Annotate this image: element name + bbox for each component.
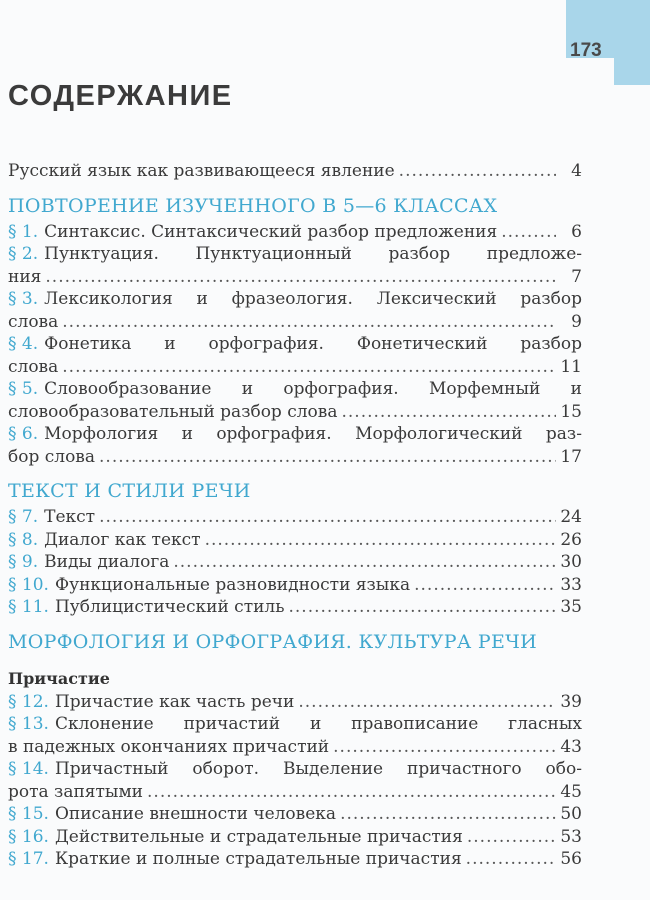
toc-entry[interactable] xyxy=(8,423,582,468)
toc-entry-line xyxy=(8,596,582,619)
entry-title: § 17. Краткие и полные страдательные причастия xyxy=(8,849,462,869)
entry-title: бор слова xyxy=(8,446,96,467)
entry-word: орфография. xyxy=(216,424,332,444)
page-ref: 39 xyxy=(560,691,582,712)
toc-entry-line xyxy=(8,758,582,781)
entry-title: § 15. Описание внешности человека xyxy=(8,804,337,824)
entry-title: § 9. Виды диалога xyxy=(8,552,170,572)
entry-text: § 5. Словообразование xyxy=(8,379,212,399)
page-title: СОДЕРЖАНИЕ xyxy=(8,80,233,112)
entry-word: и xyxy=(241,379,254,399)
toc-entry-line xyxy=(8,221,582,244)
entry-title: § 12. Причастие как часть речи xyxy=(8,691,295,712)
subsection-heading: Причастие xyxy=(8,668,110,688)
entry-text: § 6. Морфология xyxy=(8,424,159,444)
entry-word: Морфемный xyxy=(429,379,541,399)
toc-entry-line xyxy=(8,356,582,379)
entry-word: орфография. xyxy=(283,379,399,399)
entry-text: § 14. Причастный xyxy=(8,759,169,779)
entry-title: слова xyxy=(8,311,59,332)
page-ref: 33 xyxy=(560,574,582,595)
entry-text: § 3. Лексикология xyxy=(8,289,173,309)
toc-entry-line xyxy=(8,529,582,552)
toc-entry[interactable] xyxy=(8,506,582,529)
entry-word: и xyxy=(181,424,193,444)
leader-dots xyxy=(62,311,556,334)
entry-word: правописание xyxy=(351,714,479,734)
toc-entry-line xyxy=(8,691,582,714)
entry-title: словообразовательный разбор слова xyxy=(8,401,338,422)
table-of-contents xyxy=(8,160,582,871)
paragraph-number: § 10. xyxy=(8,574,49,595)
toc-entry-line xyxy=(8,401,582,424)
page-ref: 9 xyxy=(571,311,582,332)
entry-word: причастий xyxy=(183,714,281,734)
entry-word: Фонетический xyxy=(356,334,488,354)
section-heading: ТЕКСТ И СТИЛИ РЕЧИ xyxy=(8,480,251,502)
toc-entry[interactable] xyxy=(8,596,582,619)
entry-title: слова xyxy=(8,356,59,377)
page-ref: 24 xyxy=(560,507,582,527)
entry-word: оборот. xyxy=(192,759,260,779)
entry-title: рота запятыми xyxy=(8,781,144,802)
entry-text: § 4. Фонетика xyxy=(8,334,132,354)
section-heading: ПОВТОРЕНИЕ ИЗУЧЕННОГО В 5—6 КЛАССАХ xyxy=(8,194,498,217)
paragraph-number: § 15. xyxy=(8,804,49,824)
toc-entry-line xyxy=(8,311,582,334)
leader-dots xyxy=(466,848,556,871)
entry-title xyxy=(8,288,582,311)
toc-entry[interactable] xyxy=(8,691,582,714)
entry-word: орфография. xyxy=(208,334,324,354)
entry-word: гласных xyxy=(508,714,582,734)
entry-title xyxy=(8,423,582,446)
entry-word: Выделение xyxy=(282,759,384,779)
toc-entry-line xyxy=(8,423,582,446)
entry-title xyxy=(8,713,582,736)
page-ref: 7 xyxy=(571,266,582,287)
entry-title: § 10. Функциональные разновидности языка xyxy=(8,574,411,595)
entry-title: § 8. Диалог как текст xyxy=(8,529,201,550)
leader-dots xyxy=(399,160,556,183)
toc-entry-line xyxy=(8,574,582,597)
page-ref: 15 xyxy=(560,401,582,422)
entry-word: фразеология. xyxy=(231,289,353,309)
toc-entry[interactable] xyxy=(8,243,582,288)
leader-dots xyxy=(501,221,556,244)
leader-dots xyxy=(341,401,556,424)
toc-entry-line xyxy=(8,266,582,289)
toc-entry-line xyxy=(8,803,582,826)
entry-word: предложе- xyxy=(486,244,582,264)
entry-text: § 2. Пунктуация. xyxy=(8,244,159,264)
paragraph-number: § 12. xyxy=(8,691,49,712)
entry-word: и xyxy=(309,714,322,734)
leader-dots xyxy=(205,529,556,552)
leader-dots xyxy=(99,506,556,529)
entry-word: Лексический xyxy=(376,289,497,309)
entry-word: раз- xyxy=(545,424,582,444)
page-ref: 43 xyxy=(560,736,582,757)
page-ref: 56 xyxy=(560,849,582,869)
toc-entry-line xyxy=(8,446,582,469)
leader-dots xyxy=(147,781,556,804)
toc-entry-line xyxy=(8,551,582,574)
leader-dots xyxy=(62,356,556,379)
entry-word: обо- xyxy=(545,759,582,779)
page-ref: 53 xyxy=(560,826,582,847)
paragraph-number: § 2. xyxy=(8,244,39,264)
paragraph-number: § 16. xyxy=(8,826,49,847)
entry-word: Пунктуационный xyxy=(195,244,352,264)
entry-title: § 16. Действительные и страдательные причастия xyxy=(8,826,463,847)
paragraph-number: § 9. xyxy=(8,552,39,572)
toc-entry[interactable] xyxy=(8,378,582,423)
entry-word: и xyxy=(164,334,176,354)
toc-entry[interactable] xyxy=(8,288,582,333)
paragraph-number: § 8. xyxy=(8,529,39,550)
entry-word: и xyxy=(196,289,208,309)
entry-title: в падежных окончаниях причастий xyxy=(8,736,330,757)
page-ref: 11 xyxy=(560,356,582,377)
entry-title xyxy=(8,758,582,781)
toc-entry[interactable] xyxy=(8,333,582,378)
toc-entry[interactable] xyxy=(8,221,582,244)
toc-entry[interactable] xyxy=(8,574,582,597)
toc-entry-intro[interactable]: Русский язык как развивающееся явление ..... 4 xyxy=(8,160,582,183)
page-ref: 30 xyxy=(560,552,582,572)
paragraph-number: § 5. xyxy=(8,379,39,399)
toc-entry-line xyxy=(8,736,582,759)
toc-entry[interactable] xyxy=(8,529,582,552)
entry-title: § 1. Синтаксис. Синтаксический разбор предложения xyxy=(8,221,498,242)
paragraph-number: § 3. xyxy=(8,289,39,309)
leader-dots xyxy=(414,574,556,597)
leader-dots xyxy=(467,826,556,849)
leader-dots xyxy=(298,691,556,714)
toc-entry[interactable] xyxy=(8,713,582,758)
entry-text: § 13. Склонение xyxy=(8,714,154,734)
leader-dots xyxy=(340,803,556,826)
page-ref: 50 xyxy=(560,804,582,824)
leader-dots xyxy=(333,736,556,759)
entry-word: разбор xyxy=(520,334,582,354)
entry-word: разбор xyxy=(388,244,451,264)
toc-entry-line xyxy=(8,826,582,849)
toc-entry-line xyxy=(8,713,582,736)
paragraph-number: § 4. xyxy=(8,334,39,354)
toc-entry[interactable] xyxy=(8,758,582,803)
toc-entry[interactable] xyxy=(8,826,582,849)
entry-word: разбор xyxy=(520,289,582,309)
paragraph-number: § 6. xyxy=(8,424,39,444)
section-heading: МОРФОЛОГИЯ И ОРФОГРАФИЯ. КУЛЬТУРА РЕЧИ xyxy=(8,630,537,653)
paragraph-number: § 11. xyxy=(8,597,49,617)
page-corner-tab-step xyxy=(614,58,650,85)
entry-title xyxy=(8,243,582,266)
leader-dots xyxy=(99,446,556,469)
page-ref: 6 xyxy=(571,221,582,242)
page-ref: 45 xyxy=(560,781,582,802)
toc-entry-line xyxy=(8,506,582,529)
toc-entry-line xyxy=(8,848,582,871)
toc-entry-line xyxy=(8,378,582,401)
entry-title xyxy=(8,333,582,356)
entry-word: причастного xyxy=(407,759,522,779)
paragraph-number: § 17. xyxy=(8,849,49,869)
leader-dots xyxy=(289,596,557,619)
toc-entry-line xyxy=(8,243,582,266)
toc-entry[interactable] xyxy=(8,803,582,826)
entry-word: Морфологический xyxy=(355,424,523,444)
entry-word: и xyxy=(570,379,582,399)
leader-dots xyxy=(173,551,556,574)
entry-title: § 7. Текст xyxy=(8,507,96,527)
toc-entry-line xyxy=(8,781,582,804)
page-ref: 17 xyxy=(560,446,582,467)
page-number: 173 xyxy=(570,40,602,61)
toc-entry[interactable] xyxy=(8,551,582,574)
toc-entry-line xyxy=(8,333,582,356)
leader-dots xyxy=(45,266,556,289)
paragraph-number: § 13. xyxy=(8,714,49,734)
entry-title: ния xyxy=(8,266,42,287)
toc-entry-line xyxy=(8,288,582,311)
page-ref: 35 xyxy=(560,597,582,617)
toc-entry[interactable] xyxy=(8,848,582,871)
entry-title: § 11. Публицистический стиль xyxy=(8,597,285,617)
paragraph-number: § 1. xyxy=(8,221,39,242)
entry-title xyxy=(8,378,582,401)
paragraph-number: § 7. xyxy=(8,507,39,527)
page-ref: 26 xyxy=(560,529,582,550)
paragraph-number: § 14. xyxy=(8,759,49,779)
